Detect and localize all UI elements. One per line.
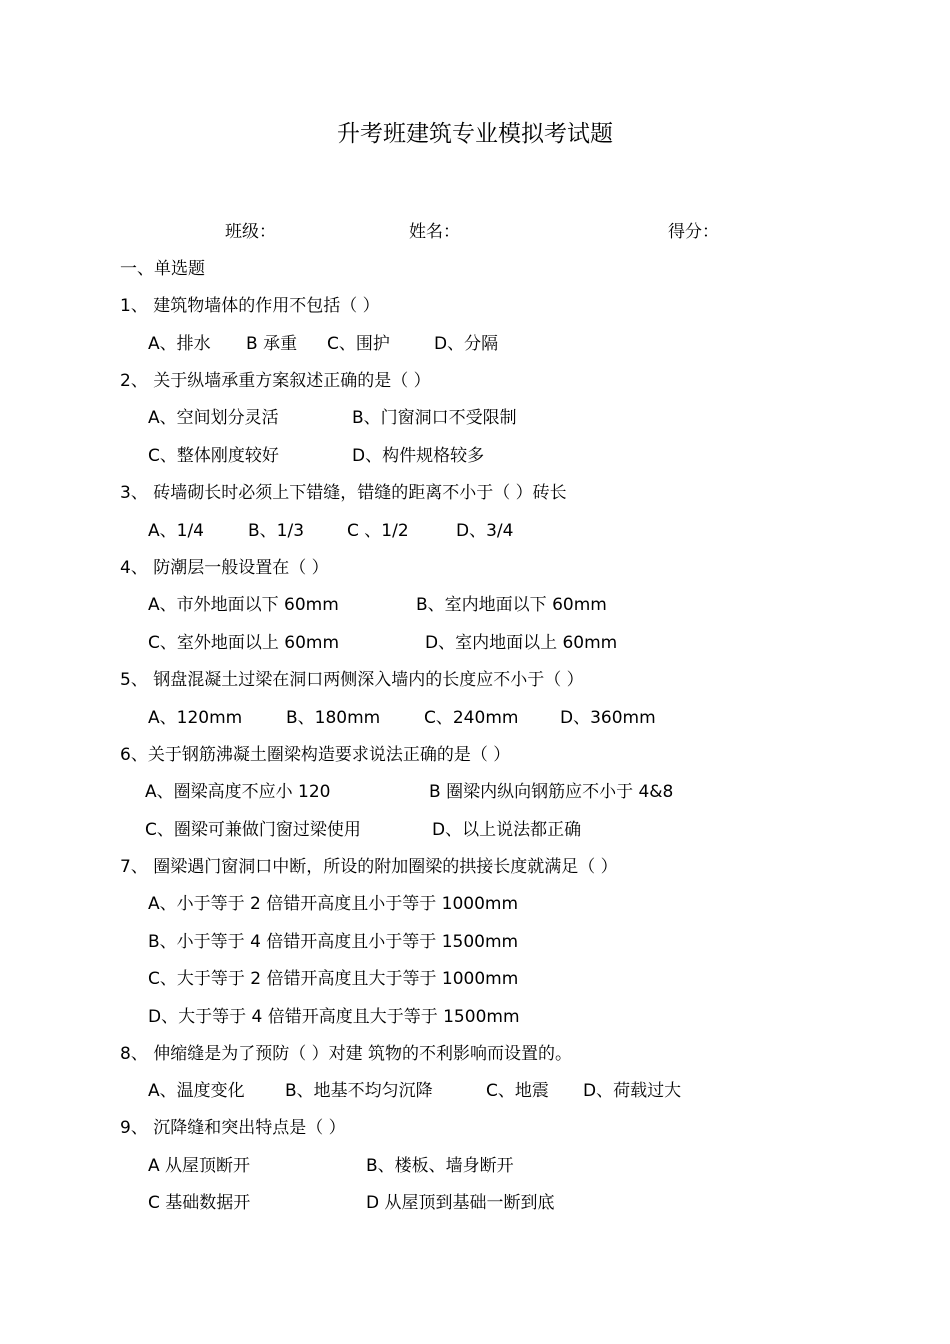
question-1-option-b: B 承重 xyxy=(246,334,298,354)
question-4-stem: 4、 防潮层一般设置在（ ） xyxy=(120,558,329,578)
question-2-option-c: C、整体刚度较好 xyxy=(148,446,279,466)
question-4-option-b: B、室内地面以下 60mm xyxy=(416,595,607,615)
question-6-option-c: C、圈梁可兼做门窗过梁使用 xyxy=(145,820,361,840)
question-9-option-b: B、楼板、墙身断开 xyxy=(366,1156,514,1176)
question-9-stem: 9、 沉降缝和突出特点是（ ） xyxy=(120,1118,346,1138)
question-1-stem: 1、 建筑物墙体的作用不包括（ ） xyxy=(120,296,380,316)
question-3-option-a: A、1/4 xyxy=(148,521,204,541)
question-7-option-b: B、小于等于 4 倍错开高度且小于等于 1500mm xyxy=(148,932,519,952)
question-1-option-d: D、分隔 xyxy=(434,334,499,354)
question-4-option-a: A、市外地面以下 60mm xyxy=(148,595,339,615)
question-8-option-d: D、荷载过大 xyxy=(583,1081,682,1101)
question-2-option-a: A、空间划分灵活 xyxy=(148,408,279,428)
question-7-stem: 7、 圈梁遇门窗洞口中断，所设的附加圈梁的拱接长度就满足（ ） xyxy=(120,857,618,877)
question-5-option-a: A、120mm xyxy=(148,708,243,728)
question-9-option-c: C 基础数据开 xyxy=(148,1193,251,1213)
exam-title: 升考班建筑专业模拟考试题 xyxy=(337,121,613,147)
question-1-option-c: C、围护 xyxy=(327,334,390,354)
question-6-option-b: B 圈梁内纵向钢筋应不小于 4&8 xyxy=(429,782,674,802)
question-6-option-a: A、圈梁高度不应小 120 xyxy=(145,782,331,802)
question-3-option-d: D、3/4 xyxy=(456,521,514,541)
section-heading: 一、单选题 xyxy=(120,259,205,279)
question-3-stem: 3、 砖墙砌长时必须上下错缝，错缝的距离不小于（ ）砖长 xyxy=(120,483,567,503)
question-7-option-a: A、小于等于 2 倍错开高度且小于等于 1000mm xyxy=(148,894,519,914)
question-3-option-c: C 、1/2 xyxy=(347,521,409,541)
question-1-option-a: A、排水 xyxy=(148,334,211,354)
question-5-option-d: D、360mm xyxy=(560,708,656,728)
question-4-option-d: D、室内地面以上 60mm xyxy=(425,633,618,653)
question-9-option-a: A 从屋顶断开 xyxy=(148,1156,251,1176)
question-8-option-a: A、温度变化 xyxy=(148,1081,245,1101)
question-5-option-b: B、180mm xyxy=(286,708,381,728)
question-5-option-c: C、240mm xyxy=(424,708,519,728)
question-5-stem: 5、 钢盘混凝土过梁在洞口两侧深入墙内的长度应不小于（ ） xyxy=(120,670,584,690)
question-2-option-d: D、构件规格较多 xyxy=(352,446,485,466)
question-7-option-d: D、大于等于 4 倍错开高度且大于等于 1500mm xyxy=(148,1007,520,1027)
question-8-option-b: B、地基不均匀沉降 xyxy=(285,1081,433,1101)
question-6-option-d: D、以上说法都正确 xyxy=(432,820,582,840)
class-label: 班级： xyxy=(225,222,276,242)
question-9-option-d: D 从屋顶到基础一断到底 xyxy=(366,1193,555,1213)
question-8-option-c: C、地震 xyxy=(486,1081,549,1101)
question-7-option-c: C、大于等于 2 倍错开高度且大于等于 1000mm xyxy=(148,969,519,989)
question-8-stem: 8、 伸缩缝是为了预防（ ）对建 筑物的不利影响而设置的。 xyxy=(120,1044,573,1064)
question-4-option-c: C、室外地面以上 60mm xyxy=(148,633,340,653)
question-3-option-b: B、1/3 xyxy=(248,521,305,541)
question-2-stem: 2、 关于纵墙承重方案叙述正确的是（ ） xyxy=(120,371,431,391)
question-2-option-b: B、门窗洞口不受限制 xyxy=(352,408,517,428)
name-label: 姓名： xyxy=(409,222,460,242)
question-6-stem: 6、关于钢筋沸凝土圈梁构造要求说法正确的是（ ） xyxy=(120,745,511,765)
score-label: 得分： xyxy=(668,222,719,242)
